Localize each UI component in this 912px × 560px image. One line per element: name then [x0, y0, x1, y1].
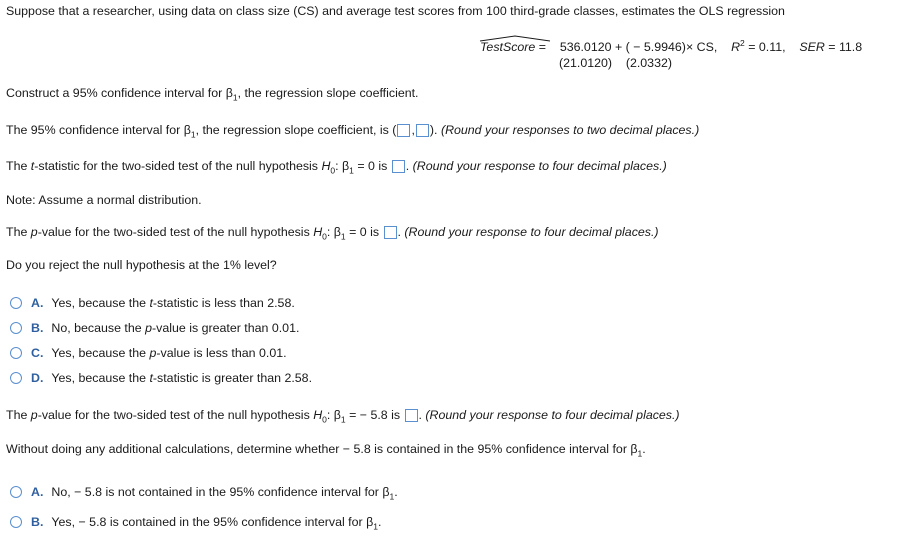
p-value-58-question	[6, 408, 680, 425]
option-text: No, because the	[51, 321, 146, 335]
normal-note: Note: Assume a normal distribution.	[6, 193, 202, 207]
r2-label: R	[731, 40, 741, 54]
radio-icon[interactable]	[10, 347, 22, 359]
p-value-58-value-text: = − 5.8 is	[345, 408, 401, 422]
radio-icon[interactable]	[10, 486, 22, 498]
option-text: No, − 5.8 is not contained in the 95% confidence interval for β	[51, 485, 390, 499]
p-value-text-mid: -value for the two-sided test of the null hypothesis	[37, 225, 314, 239]
option-letter: B.	[31, 515, 44, 529]
ser-label: SER	[799, 40, 825, 54]
reject-option-d[interactable]	[10, 371, 312, 385]
t-stat-value-text: = 0 is	[353, 159, 388, 173]
radio-icon[interactable]	[10, 297, 22, 309]
option-text: Yes, because the	[51, 346, 150, 360]
equation-eq: =	[538, 40, 547, 54]
r2-value: = 0.11,	[748, 40, 786, 54]
ci-lower-input[interactable]	[397, 124, 410, 137]
beta-subscript: 1	[340, 414, 346, 425]
reject-option-a[interactable]	[10, 296, 295, 310]
equation-times: ×	[685, 40, 694, 54]
hat-icon	[480, 35, 550, 41]
t-stat-rounding-hint: (Round your response to four decimal places.)	[412, 159, 667, 173]
t-stat-beta: : β	[335, 159, 350, 173]
beta-subscript: 1	[232, 92, 238, 103]
ci-prompt-text-end: , the regression slope coefficient.	[237, 86, 419, 100]
option-text: Yes, because the	[51, 296, 150, 310]
p-value-58-beta: : β	[326, 408, 341, 422]
beta-subscript: 1	[373, 521, 378, 532]
reject-option-c[interactable]	[10, 346, 287, 360]
option-letter: A.	[31, 296, 44, 310]
ci-upper-input[interactable]	[416, 124, 429, 137]
radio-icon[interactable]	[10, 372, 22, 384]
option-letter: C.	[31, 346, 44, 360]
option-letter: A.	[31, 485, 44, 499]
contained-option-b[interactable]	[10, 515, 382, 532]
regression-equation	[480, 37, 863, 54]
reject-prompt: Do you reject the null hypothesis at the 1% level?	[6, 258, 277, 272]
t-stat-text: The	[6, 159, 31, 173]
se-slope: (2.0332)	[625, 56, 672, 70]
p-value-58-text: The	[6, 408, 31, 422]
option-text-end: -statistic is greater than 2.58.	[152, 371, 313, 385]
p-value-58-input[interactable]	[405, 409, 418, 422]
option-text-end: -value is less than 0.01.	[156, 346, 287, 360]
option-italic: p	[149, 346, 157, 360]
p-value-input[interactable]	[384, 226, 397, 239]
h-subscript: 0	[330, 165, 336, 176]
testscore-hat	[480, 40, 535, 54]
equation-regressor: CS,	[696, 40, 718, 54]
p-value-58-period: .	[418, 408, 422, 422]
beta-subscript: 1	[340, 231, 346, 242]
option-italic: t	[149, 296, 153, 310]
equation-slope: ( − 5.9946)	[625, 40, 686, 54]
ci-question	[6, 123, 700, 140]
option-text-end: -statistic is less than 2.58.	[152, 296, 295, 310]
contained-option-a[interactable]	[10, 485, 398, 502]
p-value-question	[6, 225, 659, 242]
beta-subscript: 1	[637, 448, 643, 459]
t-stat-text-mid: -statistic for the two-sided test of the null hypothesis	[34, 159, 322, 173]
option-italic: t	[149, 371, 153, 385]
h-italic: H	[313, 408, 323, 422]
option-text-end: -value is greater than 0.01.	[152, 321, 300, 335]
se-intercept: (21.0120)	[559, 56, 613, 70]
equation-intercept: 536.0120	[559, 40, 612, 54]
h-italic: H	[321, 159, 331, 173]
t-stat-period: .	[405, 159, 410, 173]
contained-prompt	[6, 442, 646, 459]
p-italic: p	[30, 225, 38, 239]
beta-subscript: 1	[389, 491, 395, 502]
option-letter: D.	[31, 371, 44, 385]
ci-question-text-mid: , the regression slope coefficient, is (	[195, 123, 397, 137]
p-value-value-text: = 0 is	[345, 225, 380, 239]
r2-superscript: 2	[740, 37, 745, 48]
p-value-beta: : β	[326, 225, 341, 239]
h-subscript: 0	[322, 414, 327, 425]
ci-prompt	[6, 86, 419, 103]
ci-close: ).	[429, 123, 438, 137]
option-text: Yes, because the	[51, 371, 150, 385]
equation-plus: +	[614, 40, 623, 54]
option-letter: B.	[31, 321, 44, 335]
option-text-end: .	[377, 515, 382, 529]
ci-prompt-text: Construct a 95% confidence interval for β	[6, 86, 233, 100]
radio-icon[interactable]	[10, 322, 22, 334]
ci-rounding-hint: (Round your responses to two decimal places.)	[440, 123, 700, 137]
p-value-rounding-hint: (Round your response to four decimal places.)	[404, 225, 659, 239]
option-text-end: .	[394, 485, 398, 499]
t-stat-input[interactable]	[392, 160, 405, 173]
t-italic: t	[30, 159, 35, 173]
p-value-text: The	[6, 225, 31, 239]
ci-comma: ,	[411, 123, 415, 137]
p-value-period: .	[397, 225, 401, 239]
standard-errors	[559, 56, 672, 70]
p-italic: p	[30, 408, 38, 422]
p-value-58-text-mid: -value for the two-sided test of the null hypothesis	[37, 408, 314, 422]
contained-prompt-end: .	[642, 442, 646, 456]
h-subscript: 0	[322, 231, 327, 242]
reject-option-b[interactable]	[10, 321, 299, 335]
ci-question-text: The 95% confidence interval for β	[6, 123, 191, 137]
beta-subscript: 1	[190, 129, 196, 140]
equation-lhs: TestScore	[480, 40, 536, 54]
option-text: Yes, − 5.8 is contained in the 95% confidence interval for β	[51, 515, 374, 529]
intro-text: Suppose that a researcher, using data on class size (CS) and average test scores from 100 third-grade classes, estimates the OLS regression	[6, 4, 785, 18]
p-value-58-rounding-hint: (Round your response to four decimal places.)	[425, 408, 680, 422]
beta-subscript: 1	[349, 165, 354, 176]
option-italic: p	[145, 321, 152, 335]
h-italic: H	[313, 225, 323, 239]
contained-prompt-text: Without doing any additional calculations, determine whether − 5.8 is contained in the 95% confidence interval for β	[6, 442, 638, 456]
radio-icon[interactable]	[10, 516, 22, 528]
ser-value: = 11.8	[828, 40, 863, 54]
t-stat-question	[6, 159, 667, 176]
